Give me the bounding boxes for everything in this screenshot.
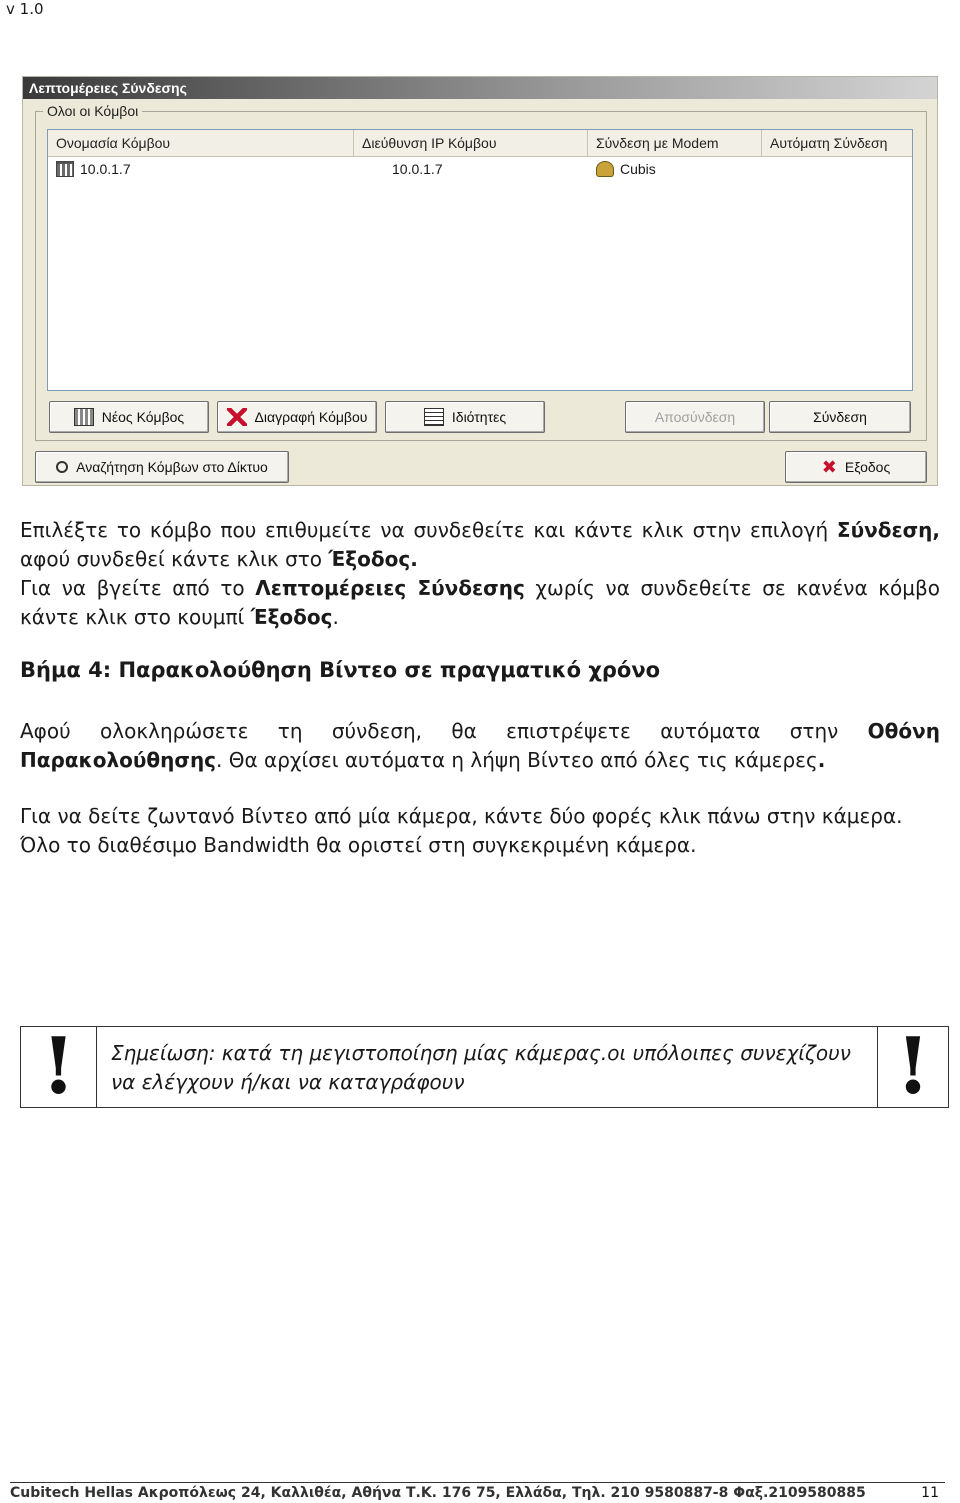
connect-button[interactable] — [769, 401, 911, 433]
node-ip-text: 10.0.1.7 — [392, 161, 443, 177]
p3-text-a: Αφού ολοκληρώσετε τη σύνδεση, θα επιστρέψετε αυτόματα στην — [20, 719, 868, 743]
connect-label: Σύνδεση — [813, 409, 867, 425]
paragraph-bandwidth: Όλο το διαθέσιμο Bandwidth θα οριστεί στη συγκεκριμένη κάμερα. — [20, 833, 697, 857]
nodes-list[interactable] — [47, 129, 913, 391]
version-label: v 1.0 — [6, 0, 44, 18]
p2-text-f: . — [332, 605, 339, 629]
phone-icon — [596, 161, 614, 177]
connection-details-dialog — [22, 76, 938, 486]
note-left-cell — [21, 1021, 97, 1112]
note-line-2: να ελέγχουν ή/και να καταγράφουν — [111, 1070, 465, 1094]
cell-auto-connect — [762, 157, 912, 181]
table-row[interactable] — [48, 157, 912, 181]
exit-label: Εξοδος — [844, 459, 891, 475]
paragraph-live-video: Για να δείτε ζωντανό Βίντεο από μία κάμερα, κάντε δύο φορές κλικ πάνω στην κάμερα. — [20, 804, 903, 828]
paragraph-monitoring-2 — [20, 746, 940, 775]
properties-icon — [424, 408, 444, 426]
paragraph-exit-details-2 — [20, 603, 940, 632]
list-header — [48, 130, 912, 157]
note-text-cell — [97, 1027, 878, 1107]
exclamation-icon: ! — [41, 1021, 76, 1112]
p3-bold-monitoring: Παρακολούθησης — [20, 748, 217, 772]
disconnect-button[interactable] — [625, 401, 765, 433]
paragraph-select-node — [20, 516, 940, 545]
note-line-1: Σημείωση: κατά τη μεγιστοποίηση μίας κάμερας.οι υπόλοιπες συνεχίζουν — [111, 1041, 851, 1065]
p1-bold-exit: Έξοδος. — [328, 547, 418, 571]
column-auto-connect[interactable]: Αυτόματη Σύνδεση — [770, 135, 888, 151]
page-number: 11 — [921, 1485, 939, 1501]
step-4-heading: Βήμα 4: Παρακολούθηση Βίντεο σε πραγματικό χρόνο — [20, 658, 661, 682]
dialog-title: Λεπτομέρειες Σύνδεσης — [23, 77, 937, 99]
p2-text-c: χωρίς να συνδεθείτε σε κανένα κόμβο — [524, 576, 940, 600]
p2-text-d: κάντε κλικ στο κουμπί — [20, 605, 251, 629]
paragraph-exit-details — [20, 574, 940, 603]
delete-node-label: Διαγραφή Κόμβου — [254, 409, 368, 425]
node-name-text: 10.0.1.7 — [80, 161, 131, 177]
modem-text: Cubis — [620, 161, 656, 177]
p1-bold-connect: Σύνδεση, — [836, 518, 940, 542]
p3-bold-period: . — [817, 748, 826, 772]
cell-node-name — [48, 157, 354, 181]
disconnect-label: Αποσύνδεση — [654, 409, 736, 425]
column-modem[interactable]: Σύνδεση με Modem — [588, 130, 762, 156]
column-node-ip[interactable]: Διεύθυνση IP Κόμβου — [354, 130, 588, 156]
delete-node-button[interactable] — [217, 401, 377, 433]
paragraph-select-node-2 — [20, 545, 940, 574]
new-node-button[interactable] — [49, 401, 209, 433]
footer-divider — [10, 1482, 945, 1483]
footer-address: Cubitech Hellas Ακροπόλεως 24, Καλλιθέα, Αθήνα Τ.Κ. 176 75, Ελλάδα, Τηλ. 210 9580887-8 Φαξ.2109580885 — [10, 1485, 866, 1501]
close-icon: ✖ — [821, 456, 837, 477]
cell-node-ip — [354, 157, 588, 181]
exclamation-icon: ! — [895, 1021, 931, 1112]
p2-bold-details: Λεπτομέρειες Σύνδεσης — [255, 576, 525, 600]
p1-text-a: Επιλέξτε το κόμβο που επιθυμείτε να συνδεθείτε και κάντε κλικ στην επιλογή — [20, 518, 837, 542]
properties-label: Ιδιότητες — [451, 409, 507, 425]
p3-text-d: . Θα αρχίσει αυτόματα η λήψη Βίντεο από όλες τις κάμερες — [216, 748, 818, 772]
new-node-icon — [74, 408, 94, 426]
cell-modem — [588, 157, 762, 181]
search-network-label: Αναζήτηση Κόμβων στο Δίκτυο — [76, 459, 268, 475]
properties-button[interactable] — [385, 401, 545, 433]
p3-bold-screen: Οθόνη — [867, 719, 940, 743]
exit-button[interactable] — [785, 451, 927, 483]
new-node-label: Νέος Κόμβος — [101, 409, 185, 425]
search-network-button[interactable] — [35, 451, 289, 483]
search-icon — [56, 461, 68, 473]
note-right-cell — [878, 1021, 948, 1112]
p2-bold-exit: Έξοδος — [250, 605, 333, 629]
note-box — [20, 1021, 949, 1112]
delete-icon — [227, 408, 247, 426]
page-footer — [10, 1485, 945, 1501]
node-icon — [56, 161, 74, 177]
group-label: Ολοι οι Κόμβοι — [43, 103, 142, 119]
p2-text-a: Για να βγείτε από το — [20, 576, 256, 600]
paragraph-monitoring — [20, 717, 940, 746]
column-node-name[interactable]: Ονομασία Κόμβου — [48, 130, 354, 156]
p1-text-c: αφού συνδεθεί κάντε κλικ στο — [20, 547, 329, 571]
